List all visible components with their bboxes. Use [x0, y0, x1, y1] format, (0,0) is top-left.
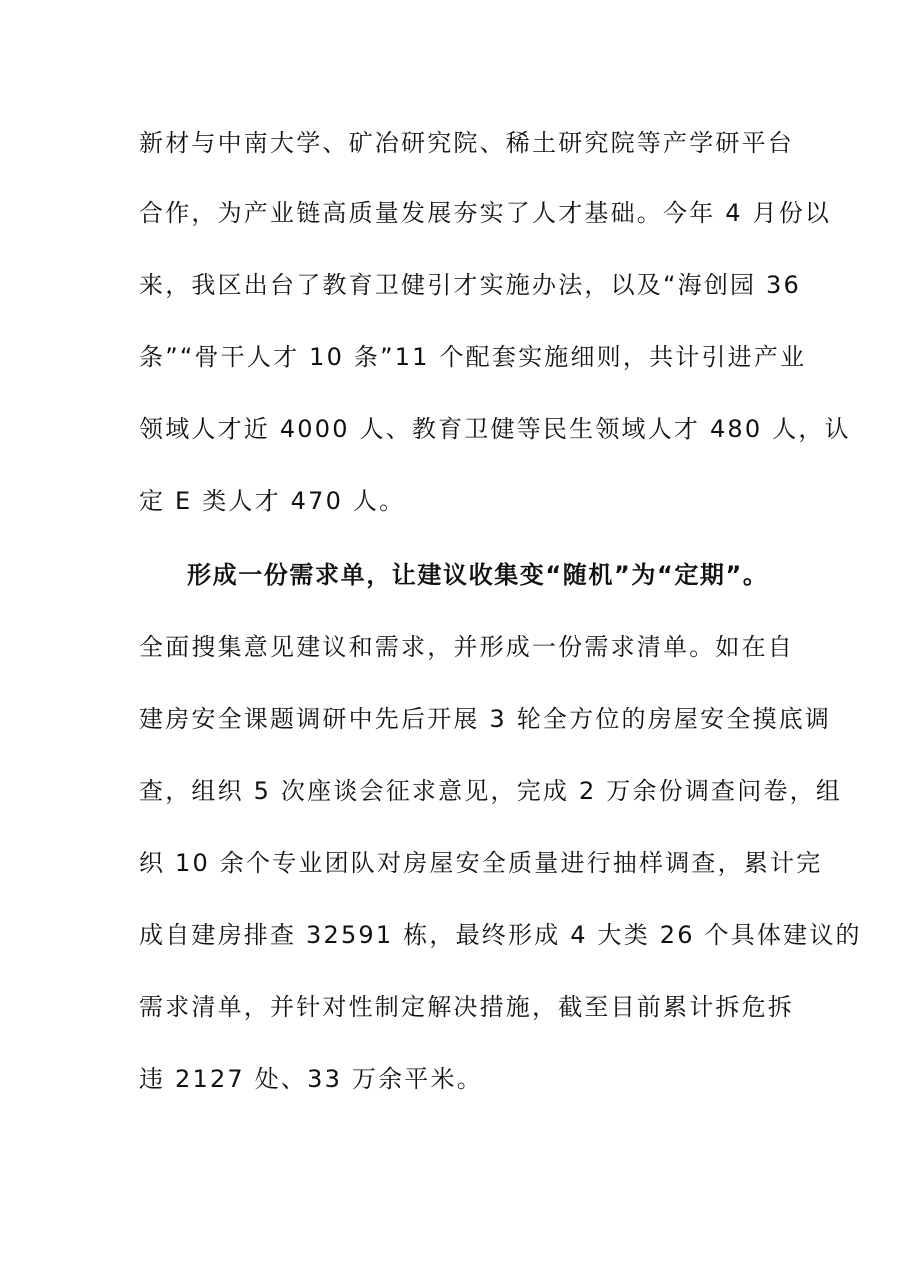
paragraph-line: 建房安全课题调研中先后开展 3 轮全方位的房屋安全摸底调	[139, 705, 832, 733]
paragraph-line: 查，组织 5 次座谈会征求意见，完成 2 万余份调查问卷，组	[139, 777, 843, 805]
paragraph-line: 领域人才近 4000 人、教育卫健等民生领域人才 480 人，认	[139, 415, 851, 443]
paragraph-line: 织 10 余个专业团队对房屋安全质量进行抽样调查，累计完	[139, 849, 823, 877]
paragraph-line: 违 2127 处、33 万余平米。	[139, 1065, 483, 1093]
paragraph-line: 全面搜集意见建议和需求，并形成一份需求清单。如在自	[139, 633, 794, 661]
paragraph-line: 条”“骨干人才 10 条”11 个配套实施细则，共计引进产业	[139, 343, 807, 371]
paragraph-line: 定 E 类人才 470 人。	[139, 487, 406, 515]
paragraph-line: 新材与中南大学、矿冶研究院、稀土研究院等产学研平台	[139, 129, 794, 157]
paragraph-line: 成自建房排查 32591 栋，最终形成 4 大类 26 个具体建议的	[139, 921, 862, 949]
paragraph-line: 需求清单，并针对性制定解决措施，截至目前累计拆危拆	[139, 993, 794, 1021]
section-heading: 形成一份需求单，让建议收集变“随机”为“定期”。	[187, 561, 769, 589]
paragraph-line: 合作，为产业链高质量发展夯实了人才基础。今年 4 月份以	[139, 199, 832, 227]
paragraph-line: 来，我区出台了教育卫健引才实施办法，以及“海创园 36	[139, 271, 801, 299]
